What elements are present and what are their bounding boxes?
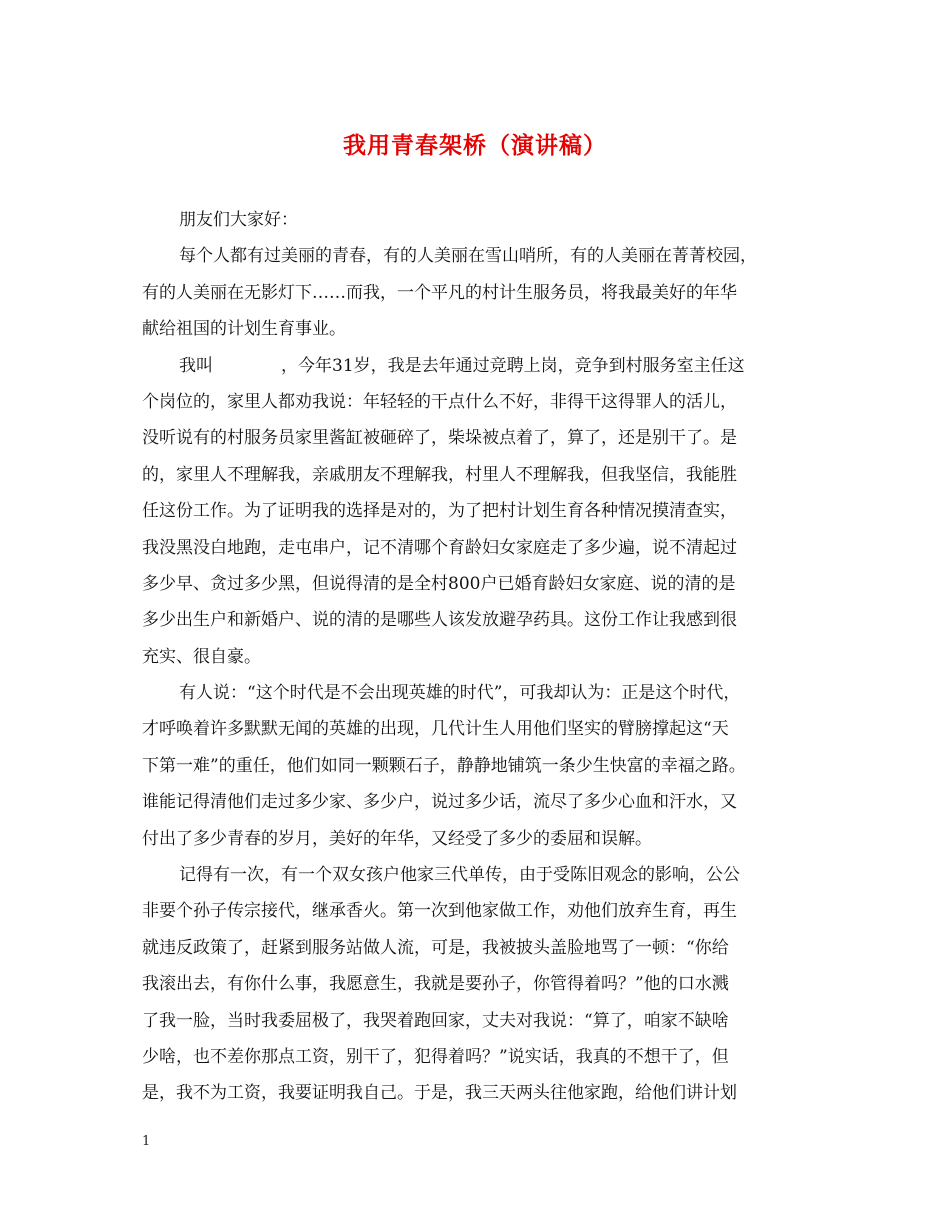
body-line: 非要个孙子传宗接代，继承香火。第一次到他家做工作，劝他们放弃生育，再生: [142, 901, 737, 922]
body-line: 我叫 ，今年31岁，我是去年通过竞聘上岗，竞争到村服务室主任这: [179, 355, 745, 376]
body-line: 多少出生户和新婚户、说的清的是哪些人该发放避孕药具。这份工作让我感到很: [142, 610, 737, 631]
page-number: 1: [142, 1134, 151, 1149]
body-line: 多少早、贪过多少黑，但说得清的是全村800户已婚育龄妇女家庭、说的清的是: [142, 573, 736, 594]
body-line: 记得有一次，有一个双女孩户他家三代单传，由于受陈旧观念的影响，公公: [179, 865, 740, 886]
body-line: 付出了多少青春的岁月，美好的年华，又经受了多少的委屈和误解。: [142, 828, 652, 849]
body-line: 就违反政策了，赶紧到服务站做人流，可是，我被披头盖脸地骂了一顿：“你给: [142, 937, 729, 958]
body-line: 有的人美丽在无影灯下……而我，一个平凡的村计生服务员，将我最美好的年华: [142, 282, 737, 303]
document-title: 我用青春架桥（演讲稿）: [343, 132, 607, 159]
body-line: 谁能记得清他们走过多少家、多少户，说过多少话，流尽了多少心血和汗水，又: [142, 792, 737, 813]
body-line: 充实、很自豪。: [142, 646, 261, 667]
body-line: 我滚出去，有你什么事，我愿意生，我就是要孙子，你管得着吗？”他的口水溅: [142, 974, 729, 995]
body-line: 没听说有的村服务员家里酱缸被砸碎了，柴垛被点着了，算了，还是别干了。是: [142, 428, 737, 449]
body-line: 个岗位的，家里人都劝我说：年轻轻的干点什么不好，非得干这得罪人的活儿，: [142, 391, 737, 412]
document-body: [142, 202, 812, 1112]
body-line: 了我一脸，当时我委屈极了，我哭着跑回家，丈夫对我说：“算了，咱家不缺啥: [142, 1010, 729, 1031]
body-line: 有人说：“这个时代是不会出现英雄的时代”，可我却认为：正是这个时代，: [179, 683, 741, 704]
body-line: 下第一难”的重任，他们如同一颗颗石子，静静地铺筑一条少生快富的幸福之路。: [142, 755, 746, 776]
body-line: 是，我不为工资，我要证明我自己。于是，我三天两头往他家跑，给他们讲计划: [142, 1083, 737, 1104]
body-line: 献给祖国的计划生育事业。: [142, 319, 346, 340]
body-line: 少啥，也不差你那点工资，别干了，犯得着吗？”说实话，我真的不想干了，但: [142, 1046, 729, 1067]
body-line: 每个人都有过美丽的青春，有的人美丽在雪山哨所，有的人美丽在菁菁校园，: [179, 246, 757, 267]
body-line: 朋友们大家好：: [179, 210, 298, 230]
body-line: 任这份工作。为了证明我的选择是对的，为了把村计划生育各种情况摸清查实，: [142, 501, 737, 522]
body-line: 的，家里人不理解我，亲戚朋友不理解我，村里人不理解我，但我坚信，我能胜: [142, 464, 737, 485]
body-line: 我没黑没白地跑，走屯串户，记不清哪个育龄妇女家庭走了多少遍，说不清起过: [142, 537, 737, 558]
body-line: 才呼唤着许多默默无闻的英雄的出现，几代计生人用他们坚实的臂膀撑起这“天: [142, 719, 729, 740]
